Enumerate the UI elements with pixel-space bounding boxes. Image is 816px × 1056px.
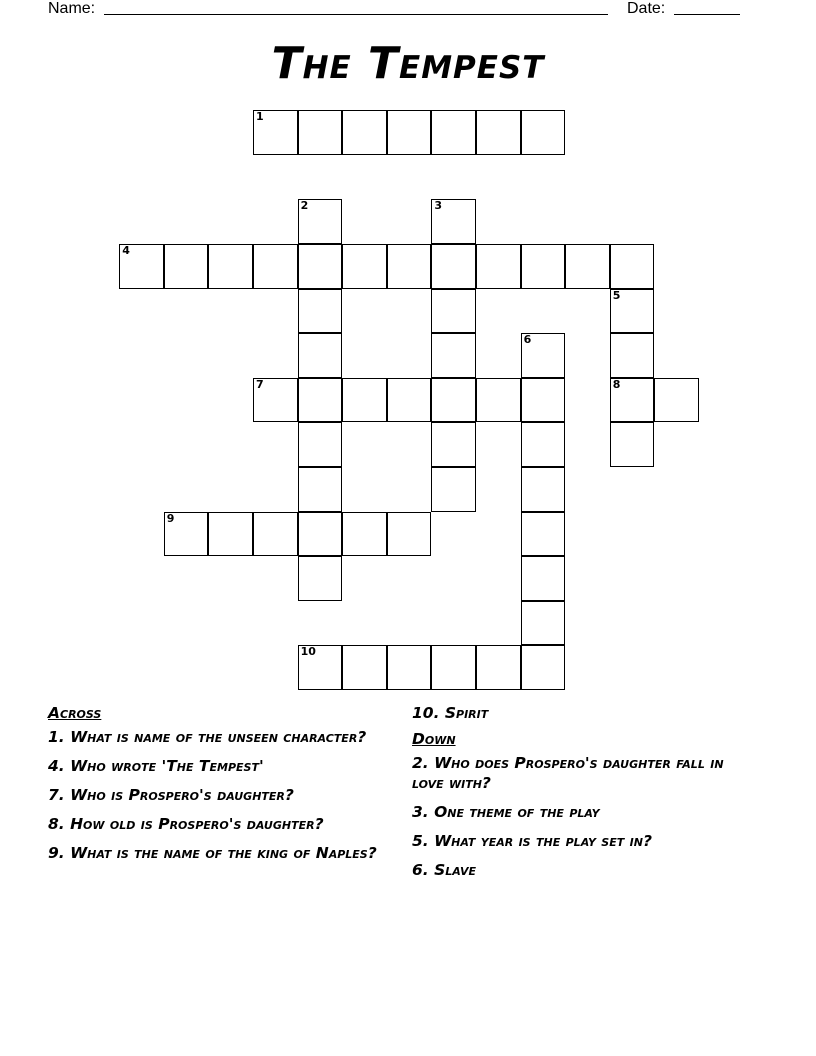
crossword-cell[interactable] xyxy=(298,199,343,244)
crossword-cell[interactable] xyxy=(253,512,298,557)
clue-across-4: 4. Who wrote 'The Tempest' xyxy=(48,757,264,775)
crossword-cell[interactable] xyxy=(298,289,343,334)
down-clues xyxy=(412,703,752,889)
crossword-cell[interactable] xyxy=(521,601,566,646)
crossword-cell[interactable] xyxy=(253,378,298,423)
clue-across-7: 7. Who is Prospero's daughter? xyxy=(48,786,294,804)
crossword-cell[interactable] xyxy=(342,244,387,289)
crossword-cell[interactable] xyxy=(342,110,387,155)
crossword-cell[interactable] xyxy=(298,244,343,289)
clue-across-10: 10. Spirit xyxy=(412,704,489,722)
crossword-cell[interactable] xyxy=(610,244,655,289)
clue-number: 8 xyxy=(612,377,621,391)
across-heading: Across xyxy=(48,704,102,722)
crossword-cell[interactable] xyxy=(164,244,209,289)
clue-across-9: 9. What is the name of the king of Naples? xyxy=(48,844,377,862)
across-clues xyxy=(48,703,378,872)
clue-number: 7 xyxy=(256,377,264,391)
clue-number: 6 xyxy=(523,333,532,347)
crossword-cell[interactable] xyxy=(431,467,476,512)
crossword-cell[interactable] xyxy=(521,333,566,378)
clue-down-2: 2. Who does Prospero's daughter fall in love with? xyxy=(412,754,724,792)
crossword-cell[interactable] xyxy=(431,110,476,155)
crossword-cell[interactable] xyxy=(208,244,253,289)
clue-number: 1 xyxy=(256,110,264,124)
crossword-cell[interactable] xyxy=(565,244,610,289)
down-heading: Down xyxy=(412,730,456,748)
crossword-cell[interactable] xyxy=(521,512,566,557)
crossword-cell[interactable] xyxy=(164,512,209,557)
clue-number: 4 xyxy=(122,244,130,257)
crossword-cell[interactable] xyxy=(521,422,566,467)
clue-across-1: 1. What is name of the unseen character? xyxy=(48,728,367,746)
crossword-cell[interactable] xyxy=(431,289,476,334)
crossword-cell[interactable] xyxy=(431,244,476,289)
crossword-cell[interactable] xyxy=(298,422,343,467)
crossword-cell[interactable] xyxy=(476,378,521,423)
crossword-cell[interactable] xyxy=(342,378,387,423)
crossword-cell[interactable] xyxy=(521,378,566,423)
crossword-cell[interactable] xyxy=(298,378,343,423)
crossword-cell[interactable] xyxy=(298,512,343,557)
crossword-cell[interactable] xyxy=(342,645,387,690)
crossword-cell[interactable] xyxy=(298,110,343,155)
clue-number: 2 xyxy=(300,199,309,213)
crossword-cell[interactable] xyxy=(431,333,476,378)
crossword-cell[interactable] xyxy=(387,378,432,423)
crossword-cell[interactable] xyxy=(521,645,566,690)
crossword-cell[interactable] xyxy=(119,244,164,289)
crossword-cell[interactable] xyxy=(342,512,387,557)
crossword-cell[interactable] xyxy=(521,556,566,601)
clue-number: 3 xyxy=(434,199,443,213)
page-title: The Tempest xyxy=(271,38,545,89)
crossword-cell[interactable] xyxy=(654,378,699,423)
crossword-cell[interactable] xyxy=(521,110,566,155)
clue-across-8: 8. How old is Prospero's daughter? xyxy=(48,815,324,833)
crossword-cell[interactable] xyxy=(521,244,566,289)
clue-number: 10 xyxy=(300,645,316,659)
crossword-cell[interactable] xyxy=(298,556,343,601)
crossword-cell[interactable] xyxy=(476,645,521,690)
crossword-cell[interactable] xyxy=(610,289,655,334)
crossword-cell[interactable] xyxy=(476,244,521,289)
crossword-cell[interactable] xyxy=(387,645,432,690)
crossword-cell[interactable] xyxy=(253,110,298,155)
crossword-cell[interactable] xyxy=(387,512,432,557)
crossword-cell[interactable] xyxy=(431,199,476,244)
crossword-cell[interactable] xyxy=(298,467,343,512)
crossword-cell[interactable] xyxy=(208,512,253,557)
crossword-cell[interactable] xyxy=(521,467,566,512)
crossword-cell[interactable] xyxy=(610,333,655,378)
crossword-cell[interactable] xyxy=(431,378,476,423)
crossword-cell[interactable] xyxy=(431,422,476,467)
clue-down-6: 6. Slave xyxy=(412,861,477,879)
crossword-cell[interactable] xyxy=(387,110,432,155)
crossword-cell[interactable] xyxy=(298,645,343,690)
crossword-cell[interactable] xyxy=(387,244,432,289)
name-label: Name: xyxy=(48,0,96,17)
crossword-cell[interactable] xyxy=(476,110,521,155)
clue-down-5: 5. What year is the play set in? xyxy=(412,832,652,850)
crossword-cell[interactable] xyxy=(431,645,476,690)
crossword-cell[interactable] xyxy=(298,333,343,378)
crossword-cell[interactable] xyxy=(610,422,655,467)
clue-number: 9 xyxy=(166,511,175,525)
date-label: Date: xyxy=(627,0,666,17)
clue-number: 5 xyxy=(612,288,621,302)
crossword-cell[interactable] xyxy=(610,378,655,423)
crossword-cell[interactable] xyxy=(253,244,298,289)
clue-down-3: 3. One theme of the play xyxy=(412,803,600,821)
